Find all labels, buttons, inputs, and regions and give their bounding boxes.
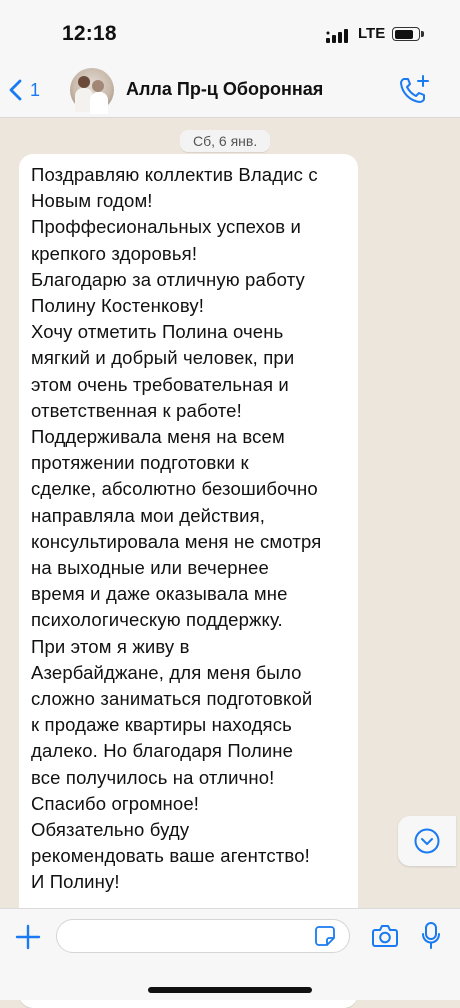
- camera-icon[interactable]: [371, 923, 399, 949]
- message-input[interactable]: [56, 919, 350, 953]
- battery-icon: [392, 27, 420, 41]
- network-type: LTE: [358, 25, 386, 42]
- chat-header: [0, 62, 460, 118]
- scroll-down-button[interactable]: [398, 816, 456, 866]
- phone-add-icon[interactable]: [398, 74, 432, 106]
- back-button[interactable]: [8, 72, 40, 108]
- unread-count: 1: [30, 79, 41, 100]
- status-time: 12:18: [62, 22, 117, 45]
- date-chip: Сб, 6 янв.: [180, 130, 270, 152]
- message-input-bar: [0, 908, 460, 1000]
- plus-icon[interactable]: [14, 923, 42, 951]
- signal-strength-icon: [326, 29, 350, 43]
- chat-area[interactable]: [0, 118, 460, 908]
- contact-name[interactable]: Алла Пр-ц Оборонная: [126, 79, 324, 99]
- message-bubble[interactable]: [19, 154, 358, 1008]
- battery-level: [395, 30, 413, 39]
- message-text: Поздравляю коллектив Владис с Новым годом! Проффесиональных успехов и крепкого здоровья! Благодарю за отличную работу Полину Костенкову! Хочу отметить Полина очень мягкий и добрый человек, при этом очень требовательная и ответственная к работе! Поддерживала меня на всем протяжении подготовки к сделке, абсолютно безошибочно направляла мои действия, консультировала меня не смотря на выходные или вечернее время и даже оказывала мне психологическую поддержку. При этом я живу в Азербайджане, для меня было сложно заниматься подготовкой к продаже квартиры находясь далеко. Но благодаря Полине все получилось на отлично! Спасибо огромное! Обязательно буду рекомендовать ваше агентство! И Полину!: [31, 164, 322, 893]
- status-bar: [0, 0, 460, 62]
- sticker-icon[interactable]: [314, 925, 336, 947]
- microphone-icon[interactable]: [421, 921, 441, 951]
- chevron-left-icon: [8, 79, 24, 101]
- home-indicator: [148, 987, 312, 993]
- avatar[interactable]: [70, 68, 114, 112]
- chevron-down-circle-icon: [414, 828, 440, 854]
- battery-cap: [421, 31, 424, 37]
